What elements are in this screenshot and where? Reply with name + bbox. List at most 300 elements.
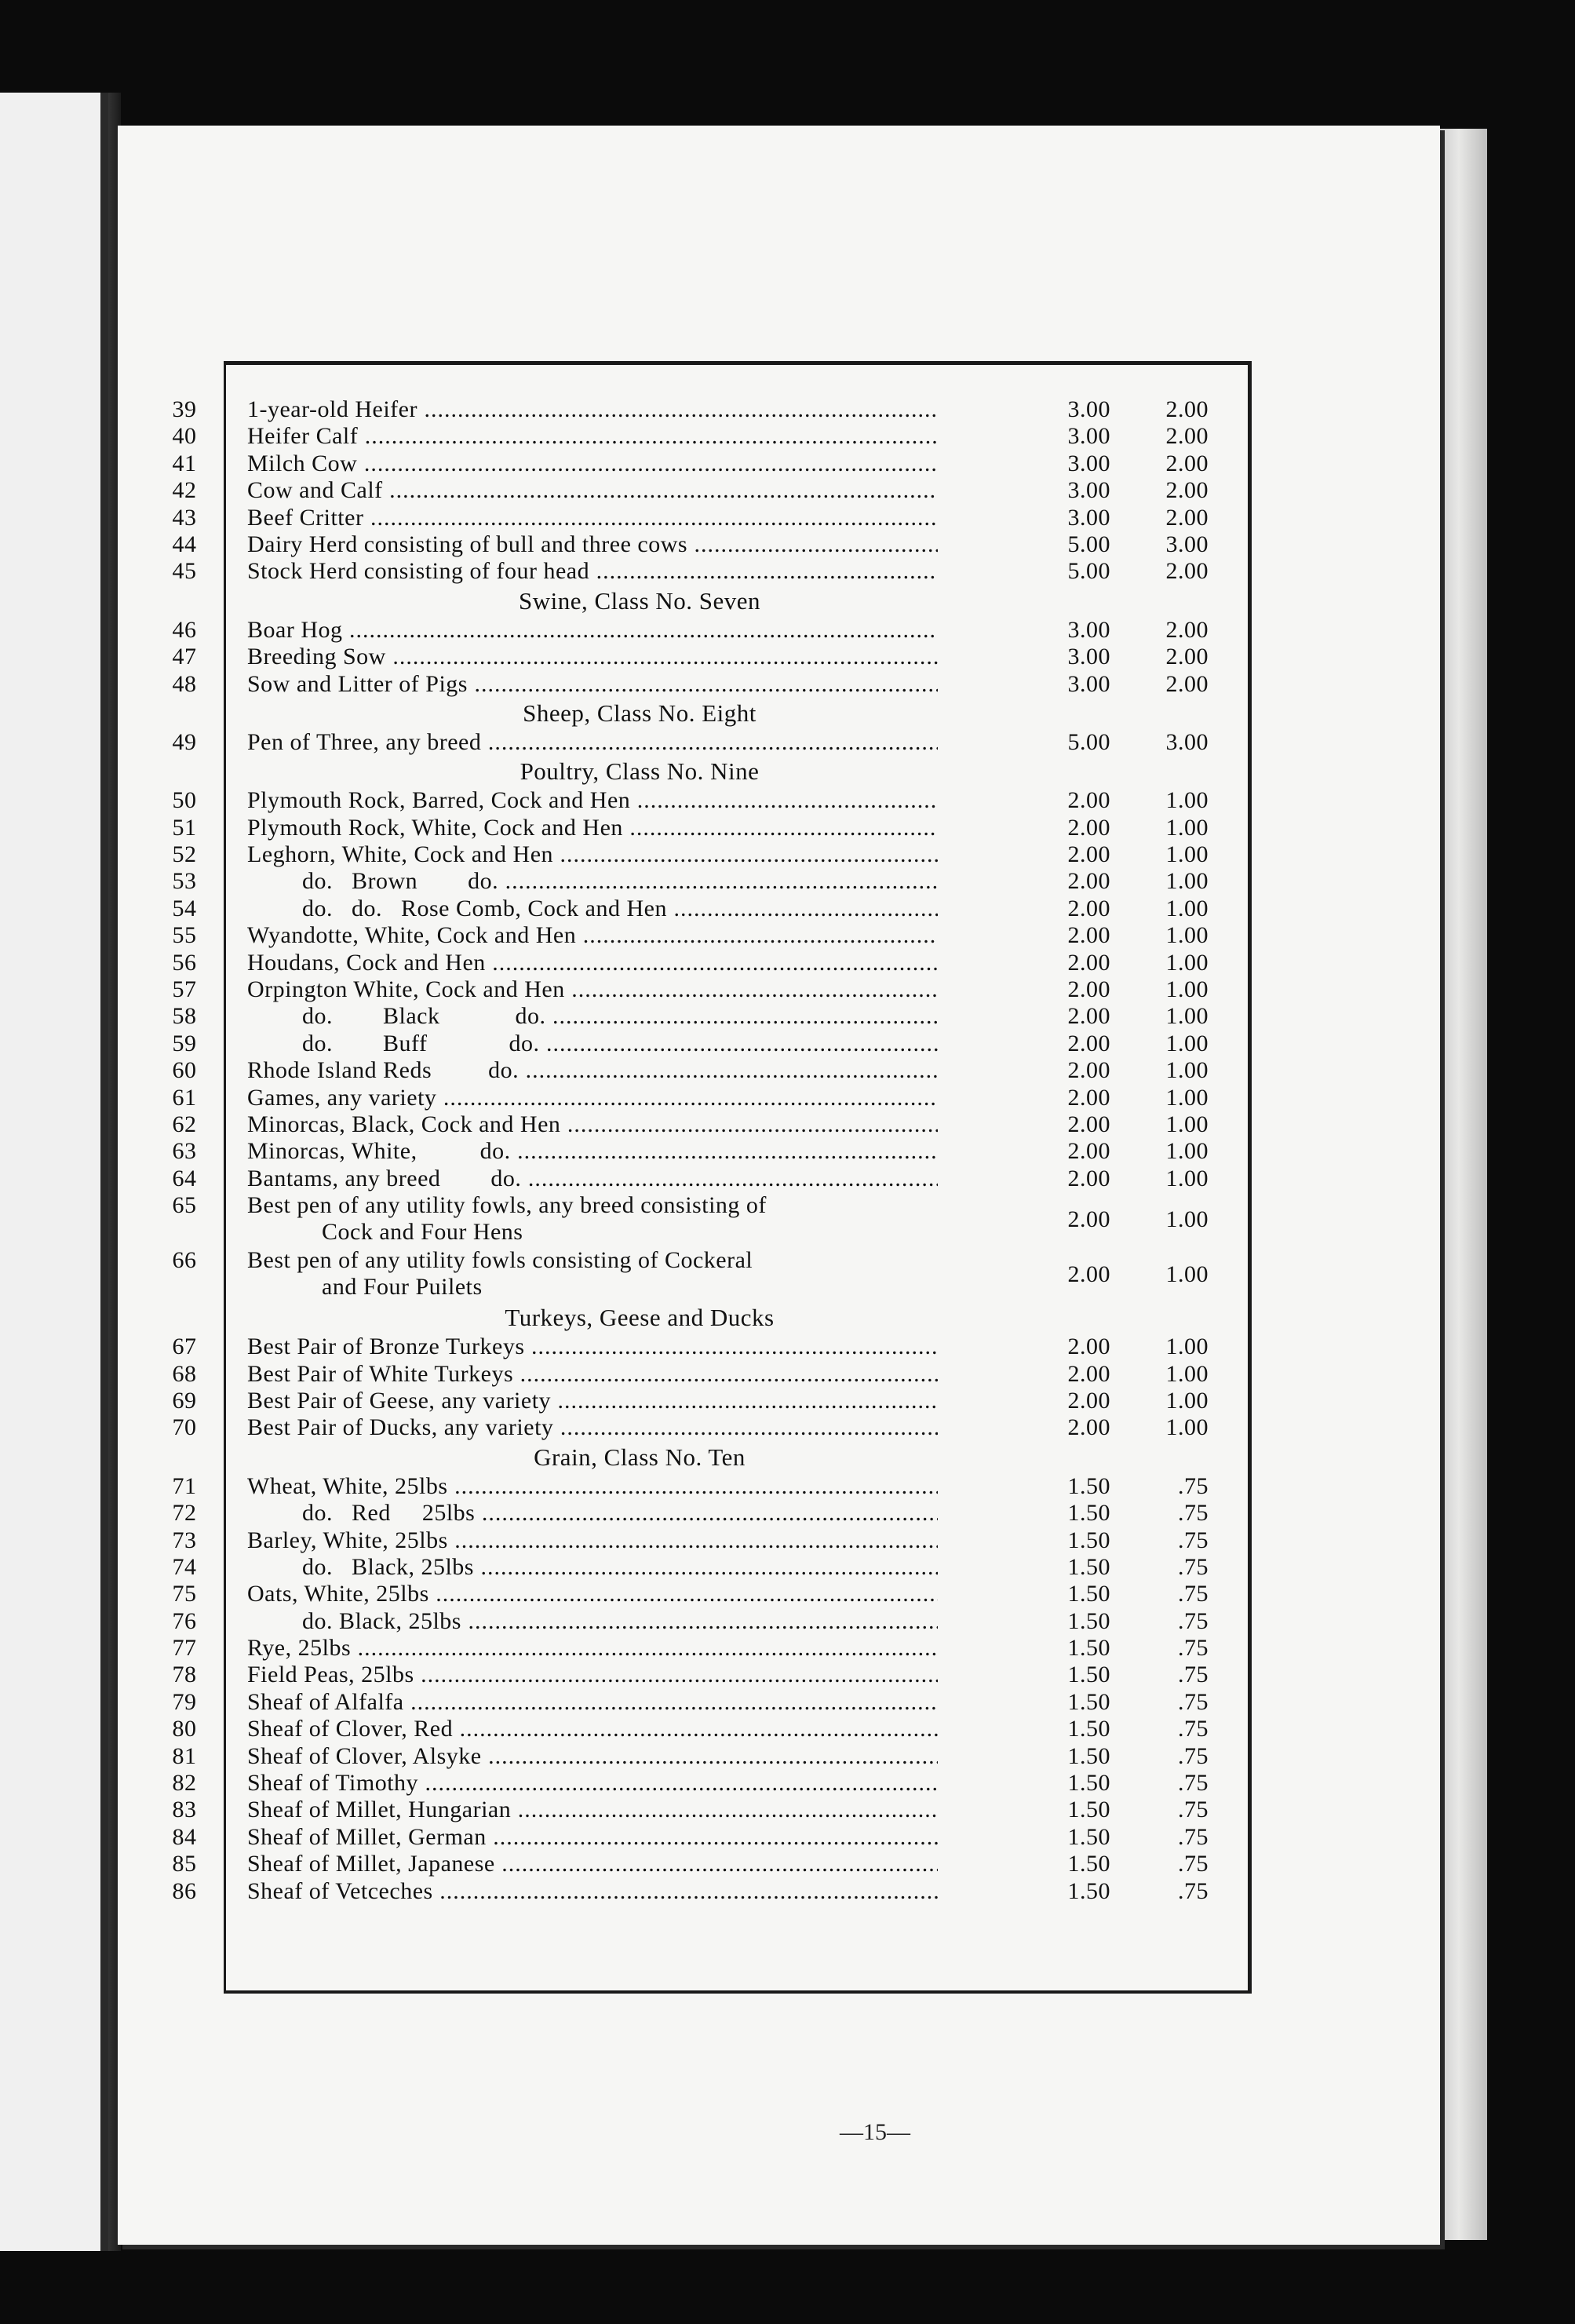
item-description	[247, 1581, 938, 1607]
second-prize: .75	[1178, 1770, 1209, 1797]
section-heading-text: Grain, Class No. Ten	[534, 1443, 746, 1471]
item-description-text: Best pen of any utility fowls, any breed consisting of	[247, 1192, 767, 1219]
item-number: 58	[172, 1003, 197, 1030]
item-description	[247, 868, 938, 895]
item-description-text: Sheaf of Clover, Red .....	[247, 1716, 938, 1742]
first-prize: 1.50	[1067, 1662, 1110, 1688]
first-prize: 1.50	[1067, 1770, 1110, 1797]
second-prize: 1.00	[1165, 1206, 1209, 1233]
item-description	[247, 1500, 938, 1527]
item-number: 80	[172, 1716, 197, 1742]
item-description-text: Plymouth Rock, White, Cock and Hen .....	[247, 815, 938, 841]
list-item	[153, 1111, 1244, 1138]
list-item	[153, 1057, 1244, 1084]
first-prize: 2.00	[1067, 922, 1110, 949]
first-prize: 3.00	[1067, 396, 1110, 422]
item-description-text: do. Buff do. .....	[247, 1031, 938, 1056]
second-prize: 1.00	[1165, 922, 1209, 949]
list-item	[153, 1689, 1244, 1716]
item-number: 67	[172, 1333, 197, 1360]
item-number: 54	[172, 895, 197, 921]
second-prize: .75	[1178, 1581, 1209, 1607]
item-number: 72	[172, 1500, 197, 1527]
item-description-text: Milch Cow .....	[247, 451, 938, 476]
item-description	[247, 815, 938, 841]
item-description	[247, 922, 938, 949]
section-heading-text: Poultry, Class No. Nine	[520, 757, 760, 786]
item-description-text: Wheat, White, 25lbs .....	[247, 1473, 938, 1499]
item-description	[247, 1662, 938, 1688]
item-description	[247, 477, 938, 504]
section-heading	[153, 586, 1032, 617]
item-description-text: Leghorn, White, Cock and Hen .....	[247, 841, 938, 867]
first-prize: 1.50	[1067, 1635, 1110, 1662]
item-number: 40	[172, 423, 197, 450]
item-number: 66	[172, 1247, 197, 1274]
first-prize: 1.50	[1067, 1607, 1110, 1634]
first-prize: 2.00	[1067, 814, 1110, 841]
first-prize: 1.50	[1067, 1716, 1110, 1742]
second-prize: 2.00	[1165, 504, 1209, 531]
second-prize: .75	[1178, 1877, 1209, 1904]
item-description	[247, 1824, 938, 1851]
second-prize: .75	[1178, 1823, 1209, 1850]
second-prize: 1.00	[1165, 1084, 1209, 1111]
item-description-text: Bantams, any breed do. .....	[247, 1166, 938, 1191]
list-item	[153, 1333, 1244, 1360]
item-description-text: Best pen of any utility fowls consisting of Cockeral	[247, 1247, 753, 1274]
list-item	[153, 1797, 1244, 1823]
item-description	[247, 1192, 938, 1246]
item-number: 86	[172, 1877, 197, 1904]
second-prize: 2.00	[1165, 670, 1209, 697]
item-description	[247, 1554, 938, 1581]
second-prize: 2.00	[1165, 616, 1209, 643]
item-number: 71	[172, 1472, 197, 1499]
list-item	[153, 1138, 1244, 1165]
item-number: 65	[172, 1192, 197, 1219]
second-prize: 1.00	[1165, 949, 1209, 976]
second-prize: .75	[1178, 1716, 1209, 1742]
first-prize: 2.00	[1067, 787, 1110, 814]
item-number: 51	[172, 814, 197, 841]
list-item	[153, 950, 1244, 976]
list-item	[153, 815, 1244, 841]
first-prize: 3.00	[1067, 450, 1110, 476]
item-number: 60	[172, 1057, 197, 1084]
item-description	[247, 1361, 938, 1388]
item-description-text: Field Peas, 25lbs .....	[247, 1662, 938, 1687]
second-prize: 2.00	[1165, 477, 1209, 504]
list-item	[153, 1743, 1244, 1770]
second-prize: 1.00	[1165, 1165, 1209, 1191]
first-prize: 1.50	[1067, 1823, 1110, 1850]
item-description-text: do. Black do. .....	[247, 1003, 938, 1029]
item-description-text: do. Red 25lbs .....	[247, 1500, 938, 1526]
item-description	[247, 558, 938, 585]
list-item	[153, 1581, 1244, 1607]
item-description	[247, 729, 938, 756]
item-number: 76	[172, 1607, 197, 1634]
list-item	[153, 423, 1244, 450]
list-item	[153, 1388, 1244, 1414]
item-description-text: Heifer Calf .....	[247, 423, 938, 449]
item-description-text: Breeding Sow .....	[247, 644, 938, 669]
list-item	[153, 922, 1244, 949]
item-description	[247, 1085, 938, 1111]
list-item	[153, 1003, 1244, 1030]
item-number: 42	[172, 477, 197, 504]
item-description-text: Sheaf of Millet, German .....	[247, 1824, 938, 1850]
second-prize: 1.00	[1165, 976, 1209, 1003]
first-prize: 2.00	[1067, 1165, 1110, 1191]
item-number: 74	[172, 1553, 197, 1580]
list-item	[153, 1031, 1244, 1057]
first-prize: 2.00	[1067, 895, 1110, 921]
second-prize: 3.00	[1165, 531, 1209, 557]
item-description	[247, 1770, 938, 1797]
first-prize: 2.00	[1067, 1138, 1110, 1165]
list-item	[153, 1878, 1244, 1905]
second-prize: .75	[1178, 1742, 1209, 1769]
first-prize: 3.00	[1067, 670, 1110, 697]
second-prize: 3.00	[1165, 728, 1209, 755]
item-description	[247, 671, 938, 698]
list-item	[153, 558, 1244, 585]
list-item	[153, 531, 1244, 558]
item-description	[247, 1414, 938, 1441]
item-description-text: Wyandotte, White, Cock and Hen .....	[247, 922, 938, 948]
list-item	[153, 396, 1244, 423]
item-description-text: Sheaf of Alfalfa .....	[247, 1689, 938, 1715]
item-description	[247, 1797, 938, 1823]
section-heading-text: Sheep, Class No. Eight	[523, 699, 757, 727]
list-item	[153, 1414, 1244, 1441]
item-description	[247, 1635, 938, 1662]
item-description	[247, 1003, 938, 1030]
first-prize: 2.00	[1067, 1333, 1110, 1360]
item-description-continued: Cock and Four Hens	[322, 1219, 523, 1246]
second-prize: .75	[1178, 1500, 1209, 1527]
second-prize: 1.00	[1165, 1387, 1209, 1414]
item-description-text: Best Pair of White Turkeys .....	[247, 1361, 938, 1387]
first-prize: 2.00	[1067, 1387, 1110, 1414]
second-prize: 1.00	[1165, 1333, 1209, 1360]
item-number: 53	[172, 868, 197, 895]
second-prize: 1.00	[1165, 1003, 1209, 1030]
item-description	[247, 1743, 938, 1770]
first-prize: 2.00	[1067, 1414, 1110, 1441]
item-description	[247, 896, 938, 922]
second-prize: .75	[1178, 1662, 1209, 1688]
list-item	[153, 1608, 1244, 1635]
second-prize: 1.00	[1165, 841, 1209, 868]
second-prize: 2.00	[1165, 396, 1209, 422]
item-description	[247, 950, 938, 976]
item-number: 69	[172, 1387, 197, 1414]
item-number: 46	[172, 616, 197, 643]
page-number: —15—	[840, 2119, 910, 2145]
section-heading	[153, 698, 1032, 729]
item-number: 41	[172, 450, 197, 476]
second-prize: 1.00	[1165, 868, 1209, 895]
item-description-text: Sheaf of Clover, Alsyke .....	[247, 1743, 938, 1769]
item-description	[247, 1247, 938, 1301]
item-description	[247, 1333, 938, 1360]
first-prize: 1.50	[1067, 1581, 1110, 1607]
second-prize: 1.00	[1165, 1111, 1209, 1137]
item-description	[247, 1138, 938, 1165]
second-prize: 1.00	[1165, 1138, 1209, 1165]
list-item	[153, 505, 1244, 531]
item-description-text: Best Pair of Ducks, any variety .....	[247, 1414, 938, 1440]
item-description-text: Orpington White, Cock and Hen .....	[247, 976, 938, 1002]
first-prize: 2.00	[1067, 841, 1110, 868]
first-prize: 3.00	[1067, 477, 1110, 504]
item-number: 44	[172, 531, 197, 557]
item-description	[247, 617, 938, 644]
list-item	[153, 976, 1244, 1003]
list-item	[153, 1635, 1244, 1662]
item-description	[247, 1031, 938, 1057]
second-prize: .75	[1178, 1607, 1209, 1634]
section-heading	[153, 1442, 1032, 1473]
item-number: 63	[172, 1138, 197, 1165]
second-prize: 2.00	[1165, 558, 1209, 585]
item-description-text: Boar Hog .....	[247, 617, 938, 643]
second-prize: 1.00	[1165, 1030, 1209, 1056]
second-prize: 2.00	[1165, 644, 1209, 670]
item-number: 84	[172, 1823, 197, 1850]
section-heading-text: Turkeys, Geese and Ducks	[505, 1304, 775, 1332]
second-prize: 1.00	[1165, 787, 1209, 814]
item-description	[247, 841, 938, 868]
item-description-text: Stock Herd consisting of four head .....	[247, 558, 938, 584]
section-heading	[153, 756, 1032, 787]
item-description	[247, 1689, 938, 1716]
item-description-text: Minorcas, White, do. .....	[247, 1138, 938, 1164]
item-description-text: Rye, 25lbs .....	[247, 1635, 938, 1661]
item-description	[247, 1851, 938, 1877]
item-description	[247, 1878, 938, 1905]
second-prize: .75	[1178, 1527, 1209, 1553]
item-description-text: Dairy Herd consisting of bull and three cows .....	[247, 531, 938, 557]
first-prize: 2.00	[1067, 868, 1110, 895]
item-description-text: Sheaf of Timothy .....	[247, 1770, 938, 1796]
item-description	[247, 787, 938, 814]
item-number: 57	[172, 976, 197, 1003]
list-item	[153, 617, 1244, 644]
item-number: 47	[172, 644, 197, 670]
item-description-text: Cow and Calf .....	[247, 477, 938, 503]
item-description-text: Beef Critter .....	[247, 505, 938, 531]
item-number: 75	[172, 1581, 197, 1607]
first-prize: 2.00	[1067, 1261, 1110, 1288]
second-prize: 1.00	[1165, 814, 1209, 841]
item-number: 64	[172, 1165, 197, 1191]
list-item	[153, 1554, 1244, 1581]
item-description-text: do. do. Rose Comb, Cock and Hen .....	[247, 896, 938, 921]
section-heading-text: Swine, Class No. Seven	[518, 586, 761, 615]
item-description	[247, 1166, 938, 1192]
second-prize: .75	[1178, 1635, 1209, 1662]
list-item	[153, 1824, 1244, 1851]
first-prize: 2.00	[1067, 1057, 1110, 1084]
second-prize: .75	[1178, 1688, 1209, 1715]
second-prize: 1.00	[1165, 1057, 1209, 1084]
item-description-text: Minorcas, Black, Cock and Hen .....	[247, 1111, 938, 1137]
item-number: 85	[172, 1851, 197, 1877]
list-item	[153, 787, 1244, 814]
first-prize: 2.00	[1067, 1360, 1110, 1387]
left-page-edge	[0, 93, 108, 2251]
item-description	[247, 531, 938, 558]
list-item	[153, 896, 1244, 922]
item-description	[247, 505, 938, 531]
item-description-text: Sheaf of Vetceches .....	[247, 1878, 938, 1904]
item-description-text: do. Black, 25lbs .....	[247, 1554, 938, 1580]
item-description	[247, 1473, 938, 1500]
first-prize: 2.00	[1067, 949, 1110, 976]
list-item	[153, 644, 1244, 670]
item-description-text: Sheaf of Millet, Japanese .....	[247, 1851, 938, 1877]
second-prize: .75	[1178, 1851, 1209, 1877]
item-number: 62	[172, 1111, 197, 1137]
first-prize: 2.00	[1067, 1111, 1110, 1137]
list-item	[153, 1500, 1244, 1527]
item-number: 77	[172, 1635, 197, 1662]
second-prize: .75	[1178, 1553, 1209, 1580]
first-prize: 2.00	[1067, 976, 1110, 1003]
list-item	[153, 1473, 1244, 1500]
item-description	[247, 423, 938, 450]
section-heading	[153, 1302, 1032, 1333]
item-description	[247, 1388, 938, 1414]
item-description-text: Games, any variety .....	[247, 1085, 938, 1111]
list-item	[153, 451, 1244, 477]
item-number: 68	[172, 1360, 197, 1387]
item-number: 50	[172, 787, 197, 814]
premium-list	[153, 396, 1244, 1905]
item-description	[247, 451, 938, 477]
item-description	[247, 396, 938, 423]
first-prize: 3.00	[1067, 504, 1110, 531]
item-number: 49	[172, 728, 197, 755]
list-item	[153, 729, 1244, 756]
item-description-text: Sow and Litter of Pigs .....	[247, 671, 938, 697]
item-description-text: do. Brown do. .....	[247, 868, 938, 894]
item-number: 82	[172, 1770, 197, 1797]
item-number: 73	[172, 1527, 197, 1553]
first-prize: 3.00	[1067, 616, 1110, 643]
list-item	[153, 1851, 1244, 1877]
page-edge	[1440, 129, 1487, 2240]
list-item	[153, 1770, 1244, 1797]
list-item	[153, 868, 1244, 895]
item-number: 81	[172, 1742, 197, 1769]
first-prize: 1.50	[1067, 1688, 1110, 1715]
list-item	[153, 1527, 1244, 1554]
first-prize: 1.50	[1067, 1500, 1110, 1527]
first-prize: 5.00	[1067, 558, 1110, 585]
item-number: 43	[172, 504, 197, 531]
item-description	[247, 1608, 938, 1635]
item-description-text: Houdans, Cock and Hen .....	[247, 950, 938, 976]
list-item	[153, 1166, 1244, 1192]
first-prize: 2.00	[1067, 1206, 1110, 1233]
item-number: 78	[172, 1662, 197, 1688]
first-prize: 1.50	[1067, 1553, 1110, 1580]
list-item	[153, 477, 1244, 504]
item-description-text: Best Pair of Geese, any variety .....	[247, 1388, 938, 1414]
list-item	[153, 1085, 1244, 1111]
list-item	[153, 841, 1244, 868]
item-description-text: Barley, White, 25lbs .....	[247, 1527, 938, 1553]
item-description	[247, 976, 938, 1003]
item-number: 70	[172, 1414, 197, 1441]
item-description	[247, 1527, 938, 1554]
first-prize: 3.00	[1067, 423, 1110, 450]
item-description	[247, 1716, 938, 1742]
first-prize: 2.00	[1067, 1030, 1110, 1056]
second-prize: 1.00	[1165, 1414, 1209, 1441]
first-prize: 1.50	[1067, 1472, 1110, 1499]
item-number: 45	[172, 558, 197, 585]
list-item	[153, 1662, 1244, 1688]
first-prize: 5.00	[1067, 531, 1110, 557]
item-description-text: 1-year-old Heifer .....	[247, 396, 938, 422]
first-prize: 1.50	[1067, 1851, 1110, 1877]
list-item	[153, 1247, 1244, 1302]
item-description-text: Oats, White, 25lbs .....	[247, 1581, 938, 1607]
second-prize: 1.00	[1165, 895, 1209, 921]
second-prize: .75	[1178, 1797, 1209, 1823]
list-item	[153, 671, 1244, 698]
item-number: 52	[172, 841, 197, 868]
second-prize: 2.00	[1165, 423, 1209, 450]
list-item	[153, 1716, 1244, 1742]
first-prize: 2.00	[1067, 1084, 1110, 1111]
item-number: 55	[172, 922, 197, 949]
item-description	[247, 1111, 938, 1138]
item-description	[247, 1057, 938, 1084]
second-prize: .75	[1178, 1472, 1209, 1499]
first-prize: 3.00	[1067, 644, 1110, 670]
item-number: 39	[172, 396, 197, 422]
item-description-text: Pen of Three, any breed .....	[247, 729, 938, 755]
item-description-continued: and Four Puilets	[322, 1274, 483, 1301]
first-prize: 2.00	[1067, 1003, 1110, 1030]
second-prize: 1.00	[1165, 1360, 1209, 1387]
list-item	[153, 1192, 1244, 1247]
list-item	[153, 1361, 1244, 1388]
item-number: 48	[172, 670, 197, 697]
item-description-text: Best Pair of Bronze Turkeys .....	[247, 1333, 938, 1359]
second-prize: 1.00	[1165, 1261, 1209, 1288]
first-prize: 5.00	[1067, 728, 1110, 755]
first-prize: 1.50	[1067, 1742, 1110, 1769]
item-number: 79	[172, 1688, 197, 1715]
item-number: 59	[172, 1030, 197, 1056]
first-prize: 1.50	[1067, 1797, 1110, 1823]
item-number: 61	[172, 1084, 197, 1111]
second-prize: 2.00	[1165, 450, 1209, 476]
first-prize: 1.50	[1067, 1527, 1110, 1553]
item-description-text: Sheaf of Millet, Hungarian .....	[247, 1797, 938, 1822]
item-description-text: do. Black, 25lbs .....	[247, 1608, 938, 1634]
item-description	[247, 644, 938, 670]
item-number: 83	[172, 1797, 197, 1823]
